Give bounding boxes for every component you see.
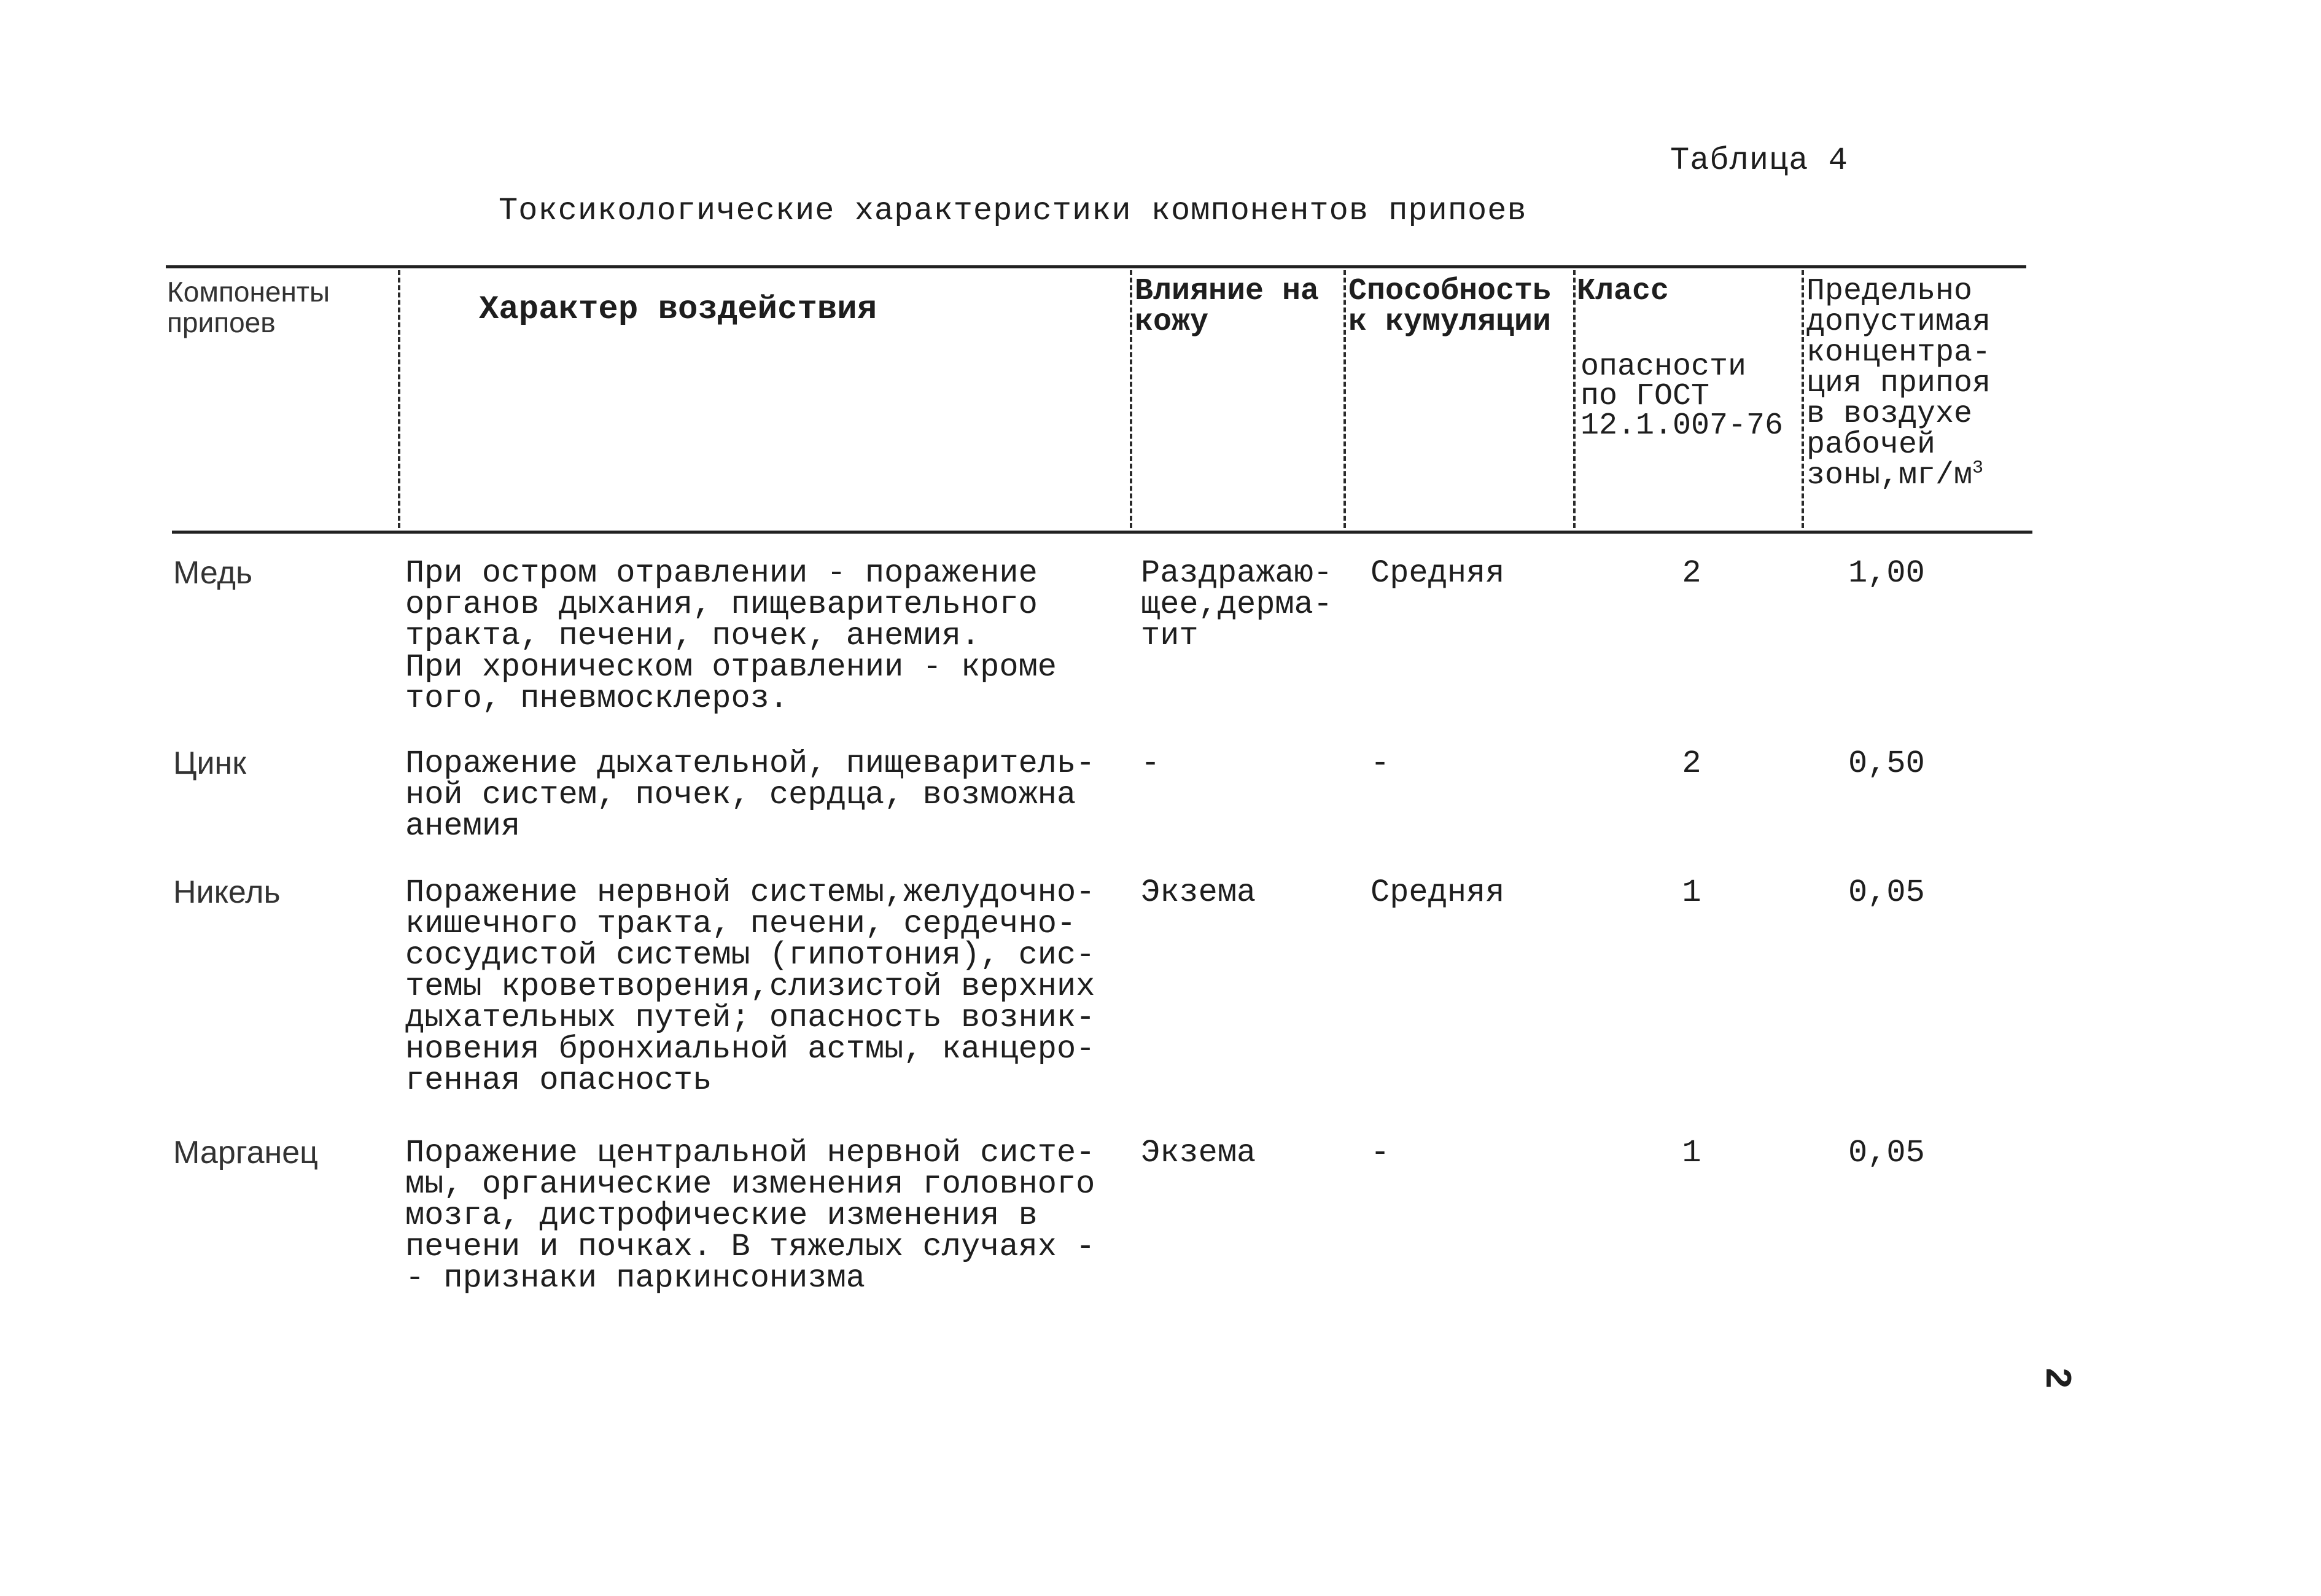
cell-hazard-class: 1 [1682,1135,1701,1171]
cell-max-concentration: 0,50 [1848,745,1925,782]
cell-character: Поражение дыхательной, пищеваритель- ной систем, почек, сердца, возможна анемия [405,745,1095,844]
cell-hazard-class: 2 [1682,555,1701,591]
header-hazard-class: Класс [1577,274,1670,309]
header-skin-effect: Влияние на кожу [1135,274,1320,340]
cell-component: Никель [173,874,281,910]
cell-max-concentration: 0,05 [1848,1135,1925,1171]
cell-cumulation: Средняя [1370,555,1505,591]
cell-skin-effect: Экзема [1141,1135,1256,1171]
cell-character: Поражение нервной системы,желудочно- кишечного тракта, печени, сердечно- сосудистой системы (гипотония), сис- темы кроветворения,слизистой верхних дыхательных путей; опасность возник- новения бронхиальной астмы, канцеро- генная опасность [405,874,1095,1099]
table-top-rule [166,265,2026,268]
cell-hazard-class: 2 [1682,745,1701,782]
page-number: 2 [2035,1366,2077,1390]
header-character: Характер воздействия [479,291,877,329]
header-bottom-rule [172,531,2032,534]
column-separator [1343,270,1346,528]
cell-hazard-class: 1 [1682,874,1701,911]
cell-max-concentration: 0,05 [1848,874,1925,911]
cell-component: Цинк [173,745,246,781]
header-hazard-class-detail: опасности по ГОСТ 12.1.007-76 [1580,349,1784,443]
cell-component: Марганец [173,1135,318,1170]
cell-cumulation: - [1370,1135,1390,1171]
header-max-concentration [1806,276,2040,491]
cell-character: Поражение центральной нервной систе- мы, органические изменения головного мозга, дистрофические изменения в печени и почках. В тяжелых случаях - - признаки паркинсонизма [405,1135,1095,1296]
header-unit-superscript: 3 [1972,457,1984,479]
cell-cumulation: Средняя [1370,874,1505,911]
cell-skin-effect: - [1141,745,1160,782]
header-component: Компоненты припоев [167,276,330,338]
header-max-concentration-text: Предельно допустимая концентра- ция припоя в воздухе рабочей зоны,мг/м [1806,274,1991,493]
header-cumulation: Способность к кумуляции [1348,274,1552,340]
column-separator [1130,270,1132,528]
column-separator [1802,270,1804,528]
column-separator [398,270,400,528]
table-title: Токсикологические характеристики компонентов припоев [499,193,1527,229]
cell-character: При остром отравлении - поражение органов дыхания, пищеварительного тракта, печени, почек, анемия. При хроническом отравлении - кроме того, пневмосклероз. [405,555,1057,717]
cell-max-concentration: 1,00 [1848,555,1925,591]
cell-cumulation: - [1370,745,1390,782]
column-separator [1573,270,1576,528]
cell-skin-effect: Раздражаю- щее,дерма- тит [1141,555,1333,654]
cell-component: Медь [173,555,253,591]
table-number: Таблица 4 [1670,142,1848,179]
cell-skin-effect: Экзема [1141,874,1256,911]
